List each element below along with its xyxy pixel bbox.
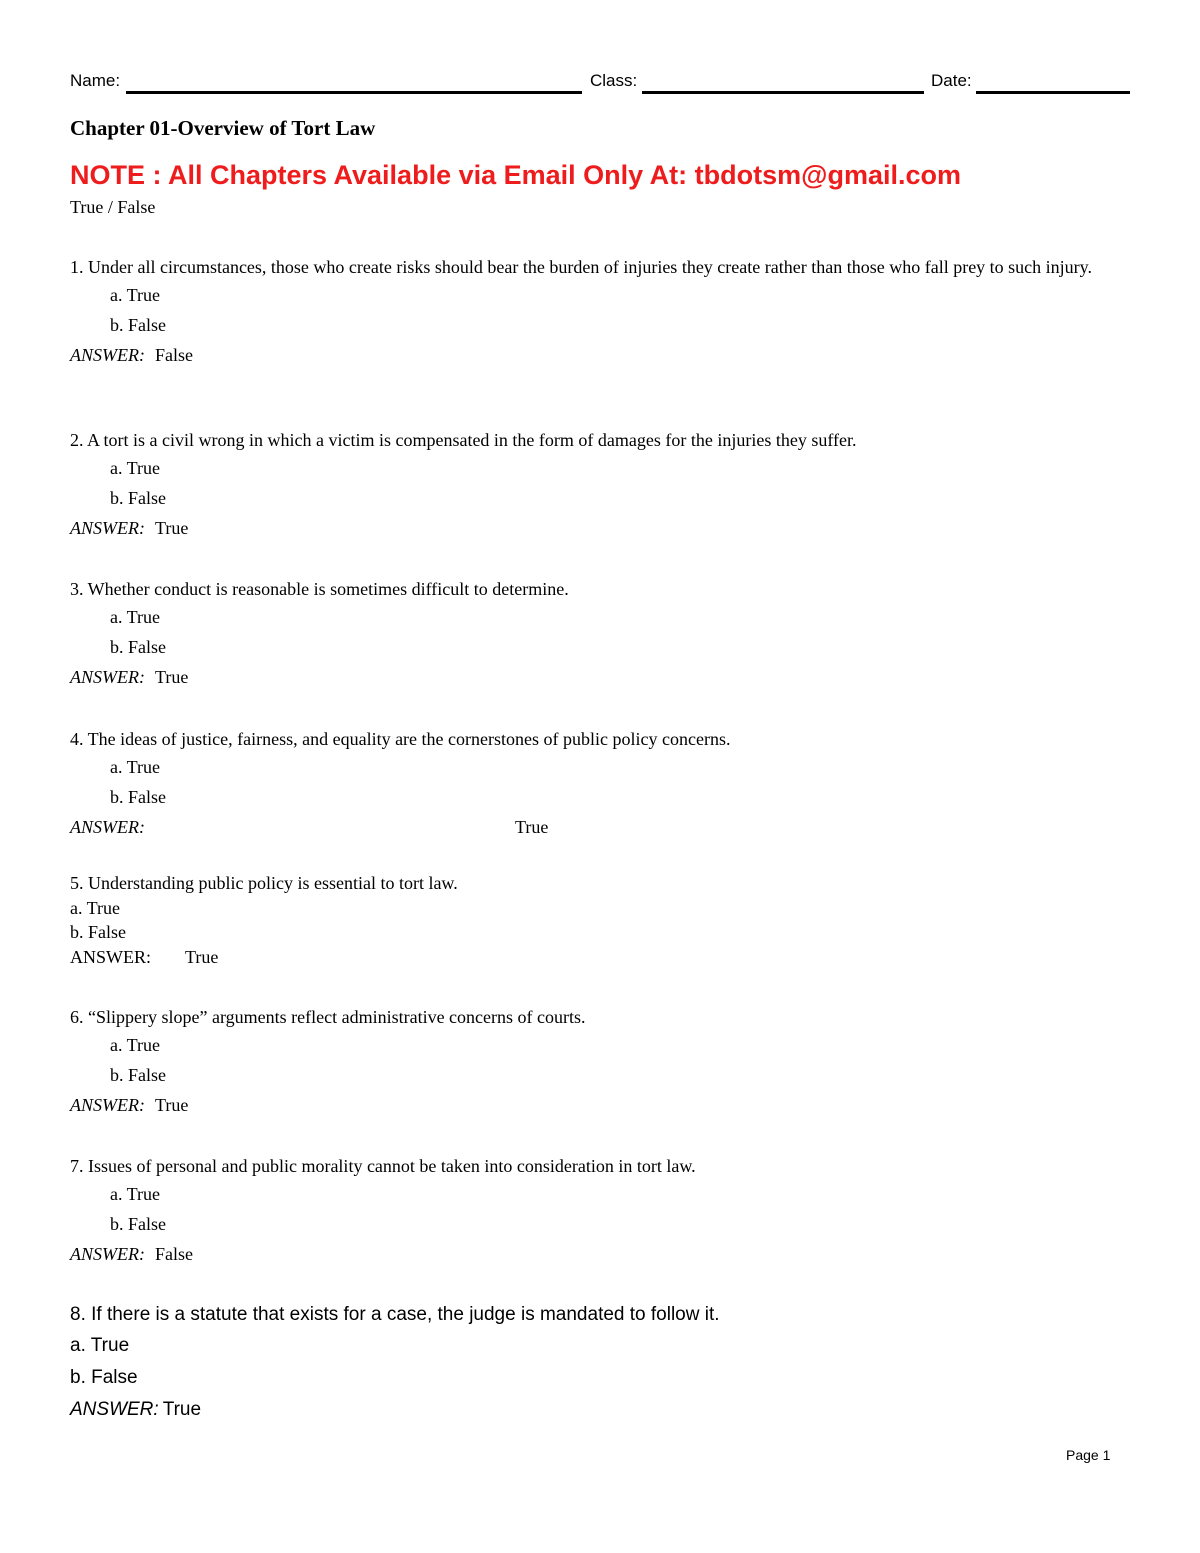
question-6: [70, 1004, 1130, 1120]
question-2: [70, 427, 1130, 543]
option-a: a. True: [110, 1035, 161, 1055]
class-blank-line: [642, 91, 924, 94]
option-a: a. True: [110, 757, 161, 777]
option-a: a. True: [110, 1184, 161, 1204]
answer-label: ANSWER:: [70, 667, 145, 687]
question-4: [70, 726, 1130, 842]
answer-label: ANSWER:: [70, 1399, 159, 1420]
answer-line: [70, 812, 1130, 842]
answer-value: True: [154, 518, 189, 538]
option-a: a. True: [110, 458, 161, 478]
email-note: NOTE : All Chapters Available via Email Only At: tbdotsm@gmail.com: [70, 160, 961, 190]
answer-line: [70, 340, 1130, 370]
answer-line: [70, 662, 1130, 692]
question-stem: 7. Issues of personal and public morality cannot be taken into consideration in tort law.: [70, 1156, 696, 1176]
question-1: [70, 254, 1130, 370]
question-8: [70, 1300, 1130, 1426]
name-blank-line: [126, 91, 582, 94]
question-stem: 5. Understanding public policy is essential to tort law.: [70, 873, 458, 893]
date-label: Date:: [931, 71, 972, 90]
option-b: b. False: [110, 488, 166, 508]
question-stem: 1. Under all circumstances, those who create risks should bear the burden of injuries they create rather than those who fall prey to such injury.: [70, 257, 1093, 277]
answer-label: ANSWER:: [70, 1244, 145, 1264]
option-b: b. False: [110, 1065, 166, 1085]
name-label: Name:: [70, 71, 121, 90]
answer-line: [70, 1090, 1130, 1120]
question-stem: 6. “Slippery slope” arguments reflect administrative concerns of courts.: [70, 1007, 586, 1027]
question-3: [70, 576, 1130, 692]
option-a: a. True: [110, 607, 161, 627]
class-label: Class:: [590, 71, 638, 90]
option-b: b. False: [70, 922, 126, 942]
question-stem: 8. If there is a statute that exists for a case, the judge is mandated to follow it.: [70, 1304, 720, 1325]
question-7: [70, 1153, 1130, 1269]
answer-label: ANSWER:: [70, 817, 145, 837]
option-b: b. False: [110, 1214, 166, 1234]
option-b: b. False: [110, 315, 166, 335]
date-blank-line: [976, 91, 1130, 94]
answer-value: False: [154, 345, 193, 365]
question-5: [70, 870, 1130, 970]
answer-line: [70, 1394, 1130, 1426]
answer-line: [70, 513, 1130, 543]
option-b: b. False: [70, 1367, 138, 1388]
answer-value: True: [185, 947, 219, 967]
answer-line: [70, 1239, 1130, 1269]
page-number: Page 1: [1066, 1447, 1111, 1463]
question-stem: 4. The ideas of justice, fairness, and equality are the cornerstones of public policy concerns.: [70, 729, 731, 749]
option-b: b. False: [110, 787, 166, 807]
answer-label: ANSWER:: [70, 518, 145, 538]
answer-value: True: [154, 667, 189, 687]
chapter-title: Chapter 01-Overview of Tort Law: [70, 116, 376, 140]
option-a: a. True: [70, 1335, 130, 1356]
option-a: a. True: [70, 898, 121, 918]
option-a: a. True: [110, 285, 161, 305]
answer-label: ANSWER:: [70, 947, 151, 967]
answer-value: True: [154, 1095, 189, 1115]
option-b: b. False: [110, 637, 166, 657]
question-stem: 2. A tort is a civil wrong in which a victim is compensated in the form of damages for the injuries they suffer.: [70, 430, 857, 450]
answer-value: False: [154, 1244, 193, 1264]
answer-value: True: [162, 1399, 202, 1420]
student-info-header: [70, 70, 1130, 96]
question-stem: 3. Whether conduct is reasonable is sometimes difficult to determine.: [70, 579, 569, 599]
answer-label: ANSWER:: [70, 1095, 145, 1115]
answer-value: True: [514, 817, 549, 837]
answer-line: [70, 944, 1130, 970]
answer-label: ANSWER:: [70, 345, 145, 365]
section-label: True / False: [70, 197, 156, 217]
